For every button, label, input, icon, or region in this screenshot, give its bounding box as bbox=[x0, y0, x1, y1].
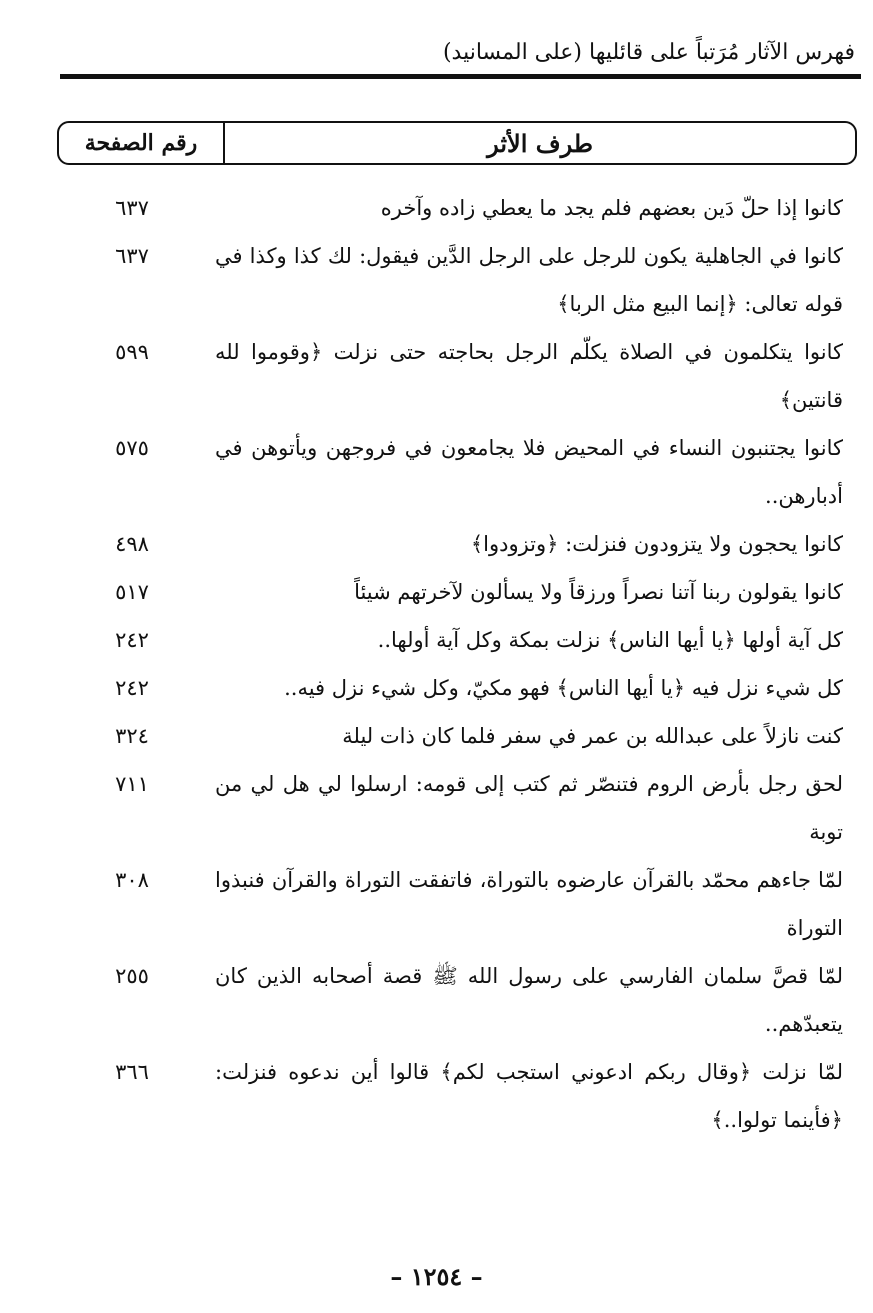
entry-row bbox=[57, 760, 843, 856]
running-head: فهرس الآثار مُرَتباً على قائليها (على المسانيد) bbox=[442, 40, 855, 65]
entry-text: كانوا إذا حلّ دَين بعضهم فلم يجد ما يعطي زاده وآخره bbox=[380, 196, 843, 220]
entry-page-number: ٣٦٦ bbox=[115, 1060, 149, 1084]
page-number: – ١٢٥٤ – bbox=[390, 1262, 483, 1291]
entry-page-number: ٣٢٤ bbox=[115, 724, 149, 748]
entry-page-number: ٥٩٩ bbox=[115, 340, 149, 364]
entry-page-number: ٥١٧ bbox=[115, 580, 149, 604]
entry-row bbox=[57, 184, 843, 232]
entry-page-number: ٧١١ bbox=[115, 772, 149, 796]
entry-page-number: ٢٤٢ bbox=[115, 628, 149, 652]
entry-page-number: ٥٧٥ bbox=[115, 436, 149, 460]
entry-row bbox=[57, 856, 843, 952]
entry-row bbox=[57, 232, 843, 328]
entry-row bbox=[57, 952, 843, 1048]
entry-text: كل شيء نزل فيه ﴿يا أيها الناس﴾ فهو مكيّ، وكل شيء نزل فيه.. bbox=[284, 676, 843, 700]
entry-text: كانوا يقولون ربنا آتنا نصراً ورزقاً ولا يسألون لآخرتهم شيئاً bbox=[354, 580, 843, 604]
entry-text: لمّا جاءهم محمّد بالقرآن عارضوه بالتوراة، فاتفقت التوراة والقرآن فنبذوا التوراة bbox=[215, 868, 843, 940]
entry-page-number: ٦٣٧ bbox=[115, 244, 149, 268]
entry-text: كل آية أولها ﴿يا أيها الناس﴾ نزلت بمكة وكل آية أولها.. bbox=[377, 628, 843, 652]
entry-page-number: ٢٥٥ bbox=[115, 964, 149, 988]
entry-page-number: ٤٩٨ bbox=[115, 532, 149, 556]
entries-list bbox=[57, 184, 843, 1144]
entry-row bbox=[57, 664, 843, 712]
entry-page-number: ٦٣٧ bbox=[115, 196, 149, 220]
entry-row bbox=[57, 424, 843, 520]
entry-text: كنت نازلاً على عبدالله بن عمر في سفر فلما كان ذات ليلة bbox=[342, 724, 843, 748]
table-header bbox=[57, 121, 857, 165]
column-header-text: طرف الأثر bbox=[487, 128, 593, 158]
entry-text: كانوا يجتنبون النساء في المحيض فلا يجامعون في فروجهن ويأتوهن في أدبارهن.. bbox=[215, 436, 843, 508]
entry-text: لمّا قصَّ سلمان الفارسي على رسول الله ﷺ قصة أصحابه الذين كان يتعبدّهم.. bbox=[215, 964, 843, 1036]
column-header-page: رقم الصفحة bbox=[59, 123, 225, 163]
entry-row bbox=[57, 616, 843, 664]
entry-row bbox=[57, 328, 843, 424]
entry-text: كانوا في الجاهلية يكون للرجل على الرجل الدَّين فيقول: لك كذا وكذا في قوله تعالى: ﴿إنما البيع مثل الربا﴾ bbox=[215, 244, 843, 316]
entry-text: كانوا يتكلمون في الصلاة يكلّم الرجل بحاجته حتى نزلت ﴿وقوموا لله قانتين﴾ bbox=[215, 340, 843, 412]
entry-text: لحق رجل بأرض الروم فتنصّر ثم كتب إلى قومه: ارسلوا لي هل لي من توبة bbox=[215, 772, 843, 844]
entry-text: لمّا نزلت ﴿وقال ربكم ادعوني استجب لكم﴾ قالوا أين ندعوه فنزلت: ﴿فأينما تولوا..﴾ bbox=[215, 1060, 843, 1132]
entry-row bbox=[57, 520, 843, 568]
header-rule bbox=[60, 74, 861, 79]
entry-row bbox=[57, 568, 843, 616]
entry-text: كانوا يحجون ولا يتزودون فنزلت: ﴿وتزودوا﴾ bbox=[470, 532, 843, 556]
entry-row bbox=[57, 1048, 843, 1144]
entry-page-number: ٢٤٢ bbox=[115, 676, 149, 700]
entry-page-number: ٣٠٨ bbox=[115, 868, 149, 892]
entry-row bbox=[57, 712, 843, 760]
